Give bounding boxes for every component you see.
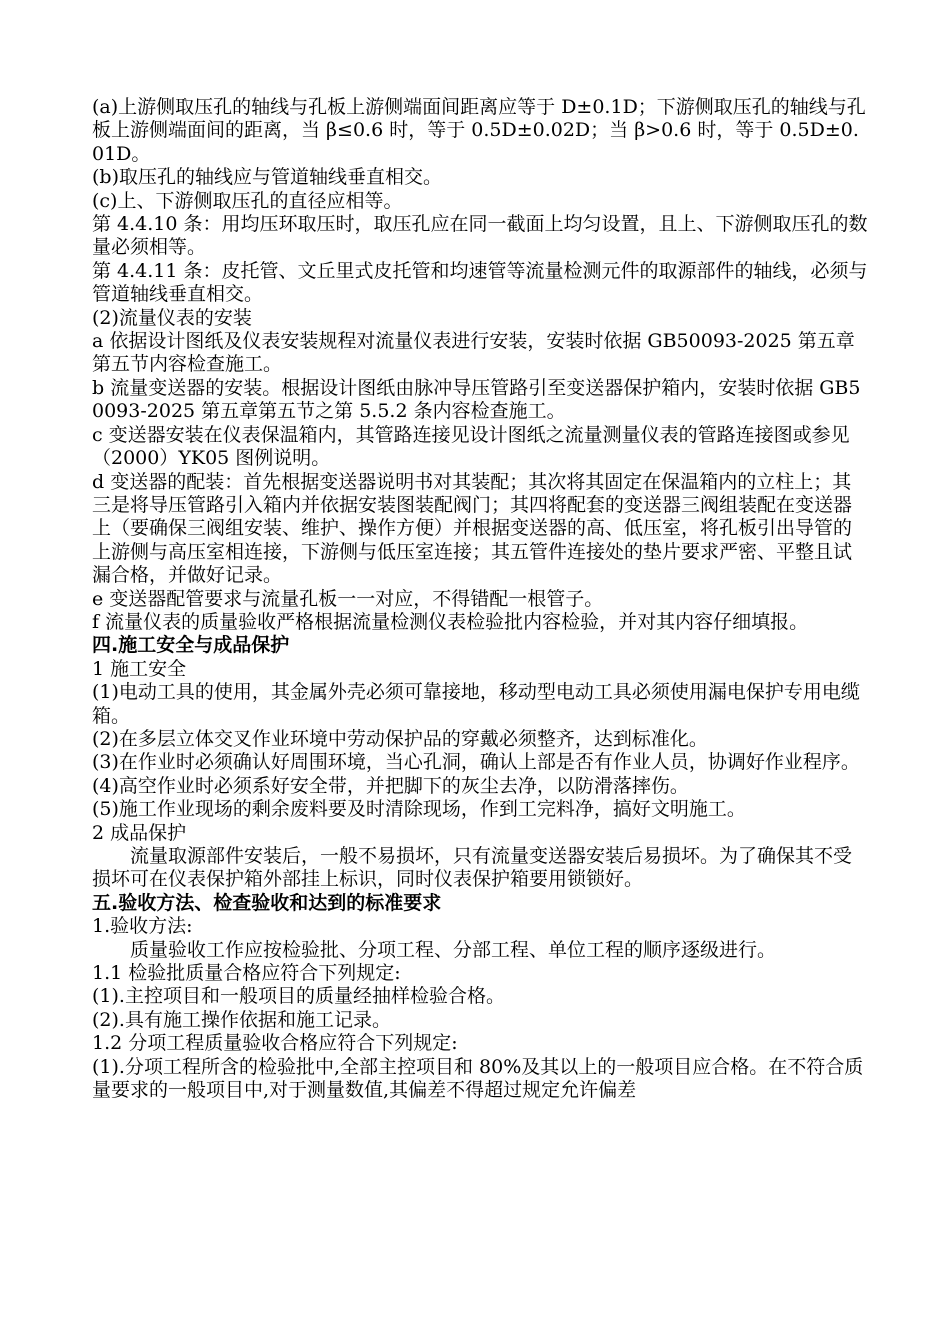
paragraph: d 变送器的配装：首先根据变送器说明书对其装配；其次将其固定在保温箱内的立柱上；其三是将导压管路引入箱内并依据安装图装配阀门；其四将配套的变送器三阀组装配在变送器上（要确保三阀组安装、维护、操作方便）并根据变送器的高、低压室，将孔板引出导管的上游侧与高压室相连接，下游侧与低压室连接；其五管件连接处的垫片要求严密、平整且试漏合格，并做好记录。 — [92, 470, 853, 587]
subheading: 1 施工安全 — [92, 657, 187, 680]
section-heading: 四.施工安全与成品保护 — [92, 634, 290, 657]
paragraph: (c)上、下游侧取压孔的直径应相等。 — [92, 189, 403, 212]
paragraph: (1).分项工程所含的检验批中,全部主控项目和 80%及其以上的一般项目应合格。在不符合质量要求的一般项目中,对于测量数值,其偏差不得超过规定允许偏差 — [92, 1055, 864, 1102]
paragraph: c 变送器安装在仪表保温箱内，其管路连接见设计图纸之流量测量仪表的管路连接图或参见（2000）YK05 图例说明。 — [92, 423, 850, 470]
paragraph: (2)在多层立体交叉作业环境中劳动保护品的穿戴必须整齐，达到标准化。 — [92, 727, 708, 750]
paragraph: b 流量变送器的安装。根据设计图纸由脉冲导压管路引至变送器保护箱内，安装时依据 GB50093-2025 第五章第五节之第 5.5.2 条内容检查施工。 — [92, 376, 861, 423]
paragraph: (b)取压孔的轴线应与管道轴线垂直相交。 — [92, 166, 442, 189]
paragraph: 流量取源部件安装后，一般不易损坏，只有流量变送器安装后易损坏。为了确保其不受损坏可在仪表保护箱外部挂上标识，同时仪表保护箱要用锁锁好。 — [92, 845, 853, 891]
paragraph: e 变送器配管要求与流量孔板一一对应，不得错配一根管子。 — [92, 587, 604, 610]
paragraph: f 流量仪表的质量验收严格根据流量检测仪表检验批内容检验，并对其内容仔细填报。 — [92, 610, 809, 633]
paragraph: (a)上游侧取压孔的轴线与孔板上游侧端面间距离应等于 D±0.1D；下游侧取压孔的轴线与孔板上游侧端面间的距离，当 β≤0.6 时，等于 0.5D±0.02D；当 β>0.6 时，等于 0.5D±0.01D。 — [92, 96, 866, 165]
subheading: 1.验收方法: — [92, 915, 193, 938]
paragraph: (3)在作业时必须确认好周围环境，当心孔洞，确认上部是否有作业人员，协调好作业程序。 — [92, 751, 860, 774]
paragraph: (1).主控项目和一般项目的质量经抽样检验合格。 — [92, 985, 505, 1008]
subheading: 1.2 分项工程质量验收合格应符合下列规定: — [92, 1032, 458, 1055]
paragraph: 质量验收工作应按检验批、分项工程、分部工程、单位工程的顺序逐级进行。 — [130, 938, 777, 961]
paragraph: (5)施工作业现场的剩余废料要及时清除现场，作到工完料净，搞好文明施工。 — [92, 798, 746, 821]
paragraph: 第 4.4.11 条：皮托管、文丘里式皮托管和均速管等流量检测元件的取源部件的轴线，必须与管道轴线垂直相交。 — [92, 259, 868, 306]
subheading: 1.1 检验批质量合格应符合下列规定: — [92, 962, 401, 985]
section-heading: 五.验收方法、检查验收和达到的标准要求 — [92, 891, 442, 914]
paragraph: (4)高空作业时必须系好安全带，并把脚下的灰尘去净，以防滑落摔伤。 — [92, 774, 689, 797]
paragraph: 第 4.4.10 条：用均压环取压时，取压孔应在同一截面上均匀设置，且上、下游侧取压孔的数量必须相等。 — [92, 213, 868, 259]
paragraph: (1)电动工具的使用，其金属外壳必须可靠接地，移动型电动工具必须使用漏电保护专用电缆箱。 — [92, 681, 860, 727]
subheading: 2 成品保护 — [92, 821, 187, 844]
subheading: (2)流量仪表的安装 — [92, 306, 252, 329]
paragraph: (2).具有施工操作依据和施工记录。 — [92, 1008, 391, 1031]
paragraph: a 依据设计图纸及仪表安装规程对流量仪表进行安装，安装时依据 GB50093-2025 第五章第五节内容检查施工。 — [92, 330, 855, 376]
